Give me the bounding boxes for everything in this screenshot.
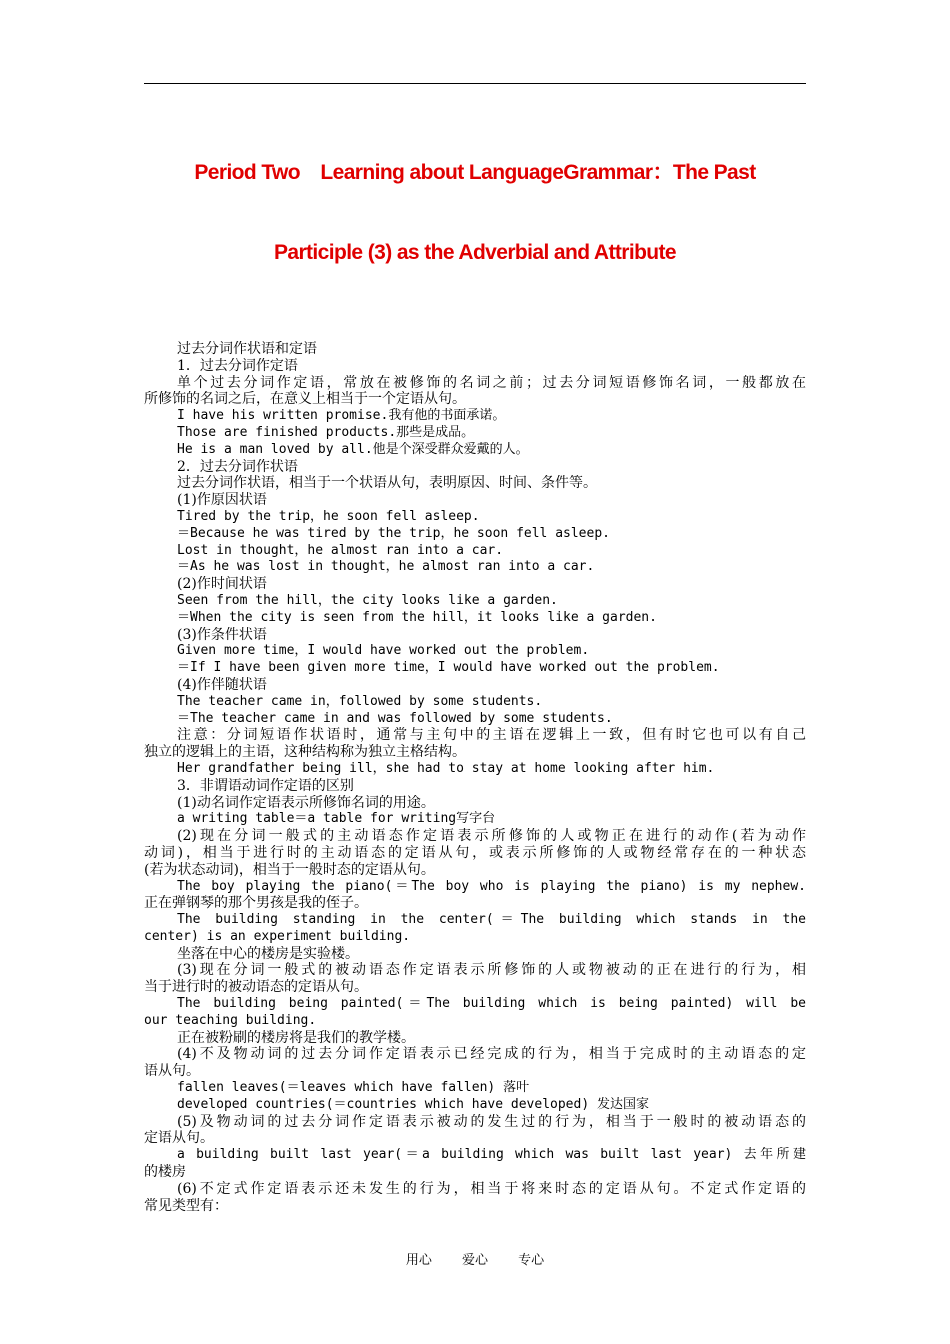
text-line: (2)现在分词一般式的主动语态作定语表示所修饰的人或物正在进行的动作(若为动作 bbox=[177, 828, 806, 845]
text-line: 正在弹钢琴的那个男孩是我的侄子。 bbox=[144, 895, 368, 912]
header-rule bbox=[144, 83, 806, 84]
text-line: Seen from the hill，the city looks like a garden. bbox=[177, 592, 558, 608]
text-line: (5)及物动词的过去分词作定语表示被动的发生过的行为，相当于一般时的被动语态的 bbox=[177, 1113, 806, 1130]
text-line: 2．过去分词作状语 bbox=[177, 458, 298, 475]
text-line: 1．过去分词作定语 bbox=[177, 357, 298, 374]
text-line: Her grandfather being ill，she had to stay at home looking after him. bbox=[177, 760, 715, 776]
text-line: The teacher came in，followed by some students. bbox=[177, 693, 543, 709]
text-line: (4)作伴随状语 bbox=[177, 676, 267, 693]
text-line: a writing table＝a table for writing写字台 bbox=[177, 811, 496, 827]
text-line: (1)动名词作定语表示所修饰名词的用途。 bbox=[177, 794, 435, 811]
footer-word: 专心 bbox=[518, 1253, 545, 1268]
text-line: The building standing in the center(＝The building which stands in the bbox=[177, 912, 806, 928]
text-line: 单个过去分词作定语，常放在被修饰的名词之前；过去分词短语修饰名词，一般都放在 bbox=[177, 374, 806, 391]
text-line: 常见类型有： bbox=[144, 1197, 228, 1214]
text-line: center) is an experiment building. bbox=[144, 928, 411, 944]
text-line: a building built last year(＝a building which was built last year) 去年所建 bbox=[177, 1147, 806, 1163]
text-line: 过去分词作状语，相当于一个状语从句，表明原因、时间、条件等。 bbox=[177, 475, 597, 492]
text-line: 过去分词作状语和定语 bbox=[177, 341, 317, 357]
text-line: Those are finished products.那些是成品。 bbox=[177, 424, 475, 440]
text-line: Lost in thought，he almost ran into a car. bbox=[177, 542, 504, 558]
text-line: The building being painted(＝The building which is being painted) will be bbox=[177, 996, 806, 1012]
text-line: Given more time，I would have worked out the problem. bbox=[177, 643, 590, 659]
footer-word: 爱心 bbox=[461, 1253, 488, 1268]
text-line: ＝Because he was tired by the trip，he soon fell asleep. bbox=[177, 525, 610, 541]
text-line: 语从句。 bbox=[144, 1063, 200, 1080]
footer-word: 用心 bbox=[405, 1253, 432, 1268]
text-line: (4)不及物动词的过去分词作定语表示已经完成的行为，相当于完成时的主动语态的定 bbox=[177, 1046, 806, 1063]
text-line: 动词)，相当于进行时的主动语态的定语从句，或表示所修饰的人或物经常存在的一种状态 bbox=[144, 844, 806, 861]
text-line: 当于进行时的被动语态的定语从句。 bbox=[144, 979, 368, 996]
text-line: ＝The teacher came in and was followed by some students. bbox=[177, 710, 613, 726]
text-line: (3)作条件状语 bbox=[177, 626, 267, 643]
text-line: (1)作原因状语 bbox=[177, 492, 267, 509]
text-line: The boy playing the piano(＝The boy who is playing the piano) is my nephew. bbox=[177, 878, 806, 894]
text-line: ＝When the city is seen from the hill，it looks like a garden. bbox=[177, 609, 657, 625]
text-line: 正在被粉刷的楼房将是我们的教学楼。 bbox=[177, 1029, 415, 1046]
text-line: (6)不定式作定语表示还未发生的行为，相当于将来时态的定语从句。不定式作定语的 bbox=[177, 1180, 806, 1197]
text-line: Tired by the trip，he soon fell asleep. bbox=[177, 508, 480, 524]
text-line: I have his written promise.我有他的书面承诺。 bbox=[177, 408, 506, 424]
document-body bbox=[144, 341, 806, 1214]
document-title-line-2: Participle (3) as the Adverbial and Attribute bbox=[273, 241, 677, 264]
text-line: (3)现在分词一般式的被动语态作定语表示所修饰的人或物被动的正在进行的行为，相 bbox=[177, 962, 806, 979]
document-title-line-1: Period Two Learning about LanguageGrammar：The Past bbox=[194, 161, 756, 184]
text-line: 的楼房 bbox=[144, 1164, 186, 1181]
text-line: ＝As he was lost in thought，he almost ran into a car. bbox=[177, 559, 595, 575]
text-line: 所修饰的名词之后，在意义上相当于一个定语从句。 bbox=[144, 391, 466, 408]
text-line: 注意：分词短语作状语时，通常与主句中的主语在逻辑上一致，但有时它也可以有自己 bbox=[177, 727, 806, 744]
text-line: 3．非谓语动词作定语的区别 bbox=[177, 777, 354, 794]
page-footer bbox=[0, 1249, 950, 1268]
text-line: (2)作时间状语 bbox=[177, 576, 267, 593]
text-line: 独立的逻辑上的主语，这种结构称为独立主格结构。 bbox=[144, 744, 466, 761]
text-line: ＝If I have been given more time，I would have worked out the problem. bbox=[177, 660, 720, 676]
text-line: (若为状态动词)，相当于一般时态的定语从句。 bbox=[144, 861, 435, 878]
text-line: fallen leaves(＝leaves which have fallen) 落叶 bbox=[177, 1080, 530, 1096]
text-line: 坐落在中心的楼房是实验楼。 bbox=[177, 945, 359, 962]
text-line: our teaching building. bbox=[144, 1012, 317, 1028]
text-line: He is a man loved by all.他是个深受群众爱戴的人。 bbox=[177, 441, 529, 457]
text-line: 定语从句。 bbox=[144, 1130, 214, 1147]
text-line: developed countries(＝countries which have developed) 发达国家 bbox=[177, 1096, 649, 1112]
